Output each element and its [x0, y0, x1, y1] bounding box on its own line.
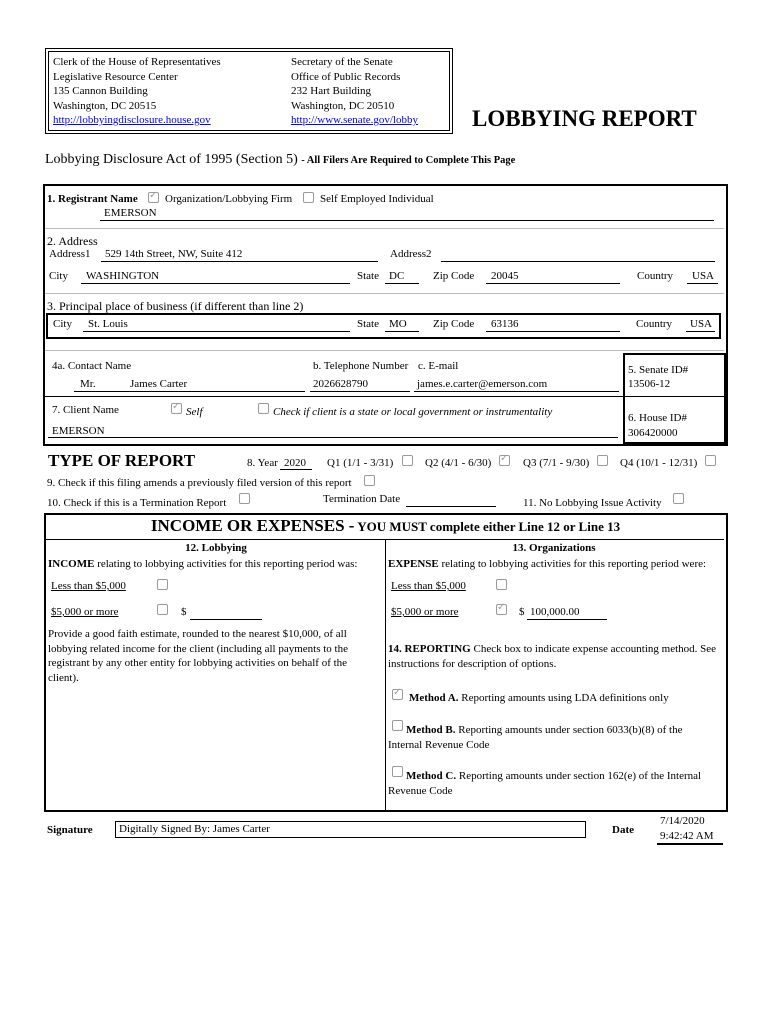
address1-label: Address1 [49, 248, 91, 260]
termination-checkbox[interactable] [239, 493, 250, 504]
expense-more-checkbox[interactable] [496, 604, 507, 615]
q4-checkbox[interactable] [705, 455, 716, 466]
lobbying-header: 12. Lobbying [185, 542, 247, 554]
zip-label: Zip Code [433, 270, 475, 282]
principal-country-value[interactable]: USA [690, 318, 713, 330]
signature-value: Digitally Signed By: James Carter [119, 823, 270, 835]
income-more-checkbox[interactable] [157, 604, 168, 615]
phone-value[interactable]: 2026628790 [313, 378, 368, 390]
house-id-label: 6. House ID# [628, 412, 687, 424]
q2-checkbox[interactable] [499, 455, 510, 466]
contact-prefix[interactable]: Mr. [80, 378, 96, 390]
reporting-bold: 14. REPORTING [388, 643, 471, 655]
principal-city-value[interactable]: St. Louis [88, 318, 128, 330]
method-a-bold: Method A. [409, 692, 459, 704]
principal-zip-value[interactable]: 63136 [491, 318, 519, 330]
expense-more-label: $5,000 or more [391, 606, 459, 618]
city-label: City [49, 270, 68, 282]
act-note: - All Filers Are Required to Complete This Page [301, 155, 516, 166]
contact-name[interactable]: James Carter [130, 378, 188, 390]
organizations-header: 13. Organizations [512, 542, 596, 554]
senate-line1: Secretary of the Senate [291, 56, 393, 68]
income-more-label: $5,000 or more [51, 606, 119, 618]
client-self-label: Self [186, 406, 203, 418]
house-address [53, 55, 221, 128]
expense-line [388, 558, 706, 570]
country-label: Country [637, 270, 674, 282]
client-name[interactable]: EMERSON [52, 425, 105, 437]
senate-id-value: 13506-12 [628, 378, 671, 390]
phone-label: b. Telephone Number [313, 360, 409, 372]
income-less-checkbox[interactable] [157, 579, 168, 590]
principal-state-value[interactable]: MO [389, 318, 407, 330]
house-line3: 135 Cannon Building [53, 85, 148, 97]
income-less-label: Less than $5,000 [51, 580, 126, 592]
self-employed-checkbox[interactable] [303, 192, 314, 203]
house-line4: Washington, DC 20515 [53, 99, 157, 112]
org-firm-label: Organization/Lobbying Firm [165, 193, 293, 205]
method-a-line [409, 692, 669, 704]
income-text: relating to lobbying activities for this reporting period was: [97, 558, 358, 570]
client-gov-checkbox[interactable] [258, 403, 269, 414]
income-expenses-subtitle: YOU MUST complete either Line 12 or Line 13 [357, 519, 621, 534]
registrant-label: 1. Registrant Name [47, 193, 138, 205]
registrant-name[interactable]: EMERSON [104, 207, 157, 219]
method-a-checkbox[interactable] [392, 689, 403, 700]
expense-bold: EXPENSE [388, 558, 439, 570]
reporting-text: Check box to indicate expense accounting method. See instructions for description of options. [388, 643, 717, 670]
method-a-text: Reporting amounts using LDA definitions only [461, 692, 669, 704]
year-label: 8. Year [247, 457, 278, 469]
method-c-line [388, 769, 718, 798]
principal-label: 3. Principal place of business (if different than line 2) [47, 299, 304, 313]
termination-label: 10. Check if this is a Termination Report [47, 497, 227, 509]
email-value[interactable]: james.e.carter@emerson.com [417, 378, 548, 390]
senate-address [291, 55, 418, 128]
no-activity-checkbox[interactable] [673, 493, 684, 504]
expense-dollar: $ [519, 606, 525, 618]
method-c-bold: Method C. [406, 770, 457, 782]
income-dollar: $ [181, 606, 187, 618]
zip-value[interactable]: 20045 [491, 270, 519, 282]
senate-id-label: 5. Senate ID# [628, 364, 689, 376]
client-label: 7. Client Name [52, 404, 119, 416]
page-title: LOBBYING REPORT [472, 106, 697, 131]
principal-state-label: State [357, 318, 379, 330]
signature-label: Signature [47, 824, 93, 836]
state-label: State [357, 270, 379, 282]
act-line [45, 152, 515, 168]
house-id-value: 306420000 [628, 427, 678, 439]
expense-text: relating to lobbying activities for this reporting period were: [441, 558, 707, 570]
address2-label: Address2 [390, 248, 432, 260]
house-line1: Clerk of the House of Representatives [53, 56, 221, 68]
address-label: 2. Address [47, 234, 98, 248]
registrant-name-underline [100, 220, 714, 221]
year-value[interactable]: 2020 [284, 457, 306, 469]
house-line2: Legislative Resource Center [53, 70, 178, 83]
expense-less-checkbox[interactable] [496, 579, 507, 590]
q3-label: Q3 (7/1 - 9/30) [523, 457, 590, 469]
self-employed-label: Self Employed Individual [320, 193, 434, 205]
type-of-report-title: TYPE OF REPORT [48, 451, 196, 470]
principal-box [46, 313, 721, 339]
method-b-text: Reporting amounts under section 6033(b)(8) of the Internal Revenue Code [388, 724, 683, 751]
income-expenses-heading [47, 516, 724, 536]
reporting-text-block [388, 642, 718, 671]
senate-line2: Office of Public Records [291, 70, 401, 83]
state-value[interactable]: DC [389, 270, 405, 282]
amend-label: 9. Check if this filing amends a previously filed version of this report [47, 477, 352, 489]
principal-city-label: City [53, 318, 72, 330]
income-expenses-title: INCOME OR EXPENSES - [150, 516, 355, 535]
org-firm-checkbox[interactable] [148, 192, 159, 203]
senate-line3: 232 Hart Building [291, 85, 372, 97]
termination-date-label: Termination Date [323, 493, 401, 505]
principal-zip-label: Zip Code [433, 318, 475, 330]
q3-checkbox[interactable] [597, 455, 608, 466]
client-gov-label: Check if client is a state or local government or instrumentality [273, 406, 553, 418]
q4-label: Q4 (10/1 - 12/31) [620, 457, 698, 469]
expense-amount[interactable]: 100,000.00 [530, 606, 580, 618]
time-value: 9:42:42 AM [660, 830, 714, 842]
email-label: c. E-mail [418, 360, 459, 372]
method-b-line [388, 723, 713, 752]
house-link[interactable]: http://lobbyingdisclosure.house.gov [53, 114, 211, 126]
q2-label: Q2 (4/1 - 6/30) [425, 457, 492, 469]
senate-line4: Washington, DC 20510 [291, 99, 395, 112]
income-line [48, 558, 357, 570]
date-label: Date [612, 824, 634, 836]
income-estimate-text: Provide a good faith estimate, rounded to the nearest $10,000, of all lobbying related income for the client (including all payments to the registrant by any other entity for lobbying activities on behalf of the client). [48, 628, 348, 684]
expense-less-label: Less than $5,000 [391, 580, 466, 592]
date-value: 7/14/2020 [660, 815, 705, 827]
address1-value[interactable]: 529 14th Street, NW, Suite 412 [105, 248, 243, 260]
client-self-checkbox[interactable] [171, 403, 182, 414]
city-value[interactable]: WASHINGTON [86, 270, 160, 282]
contact-label: 4a. Contact Name [52, 360, 132, 372]
q1-checkbox[interactable] [402, 455, 413, 466]
no-activity-label: 11. No Lobbying Issue Activity [523, 497, 662, 509]
country-value[interactable]: USA [692, 270, 715, 282]
amend-checkbox[interactable] [364, 475, 375, 486]
q1-label: Q1 (1/1 - 3/31) [327, 457, 394, 469]
income-bold: INCOME [48, 558, 95, 570]
act-text: Lobbying Disclosure Act of 1995 (Section 5) [45, 152, 298, 167]
principal-country-label: Country [636, 318, 673, 330]
method-b-bold: Method B. [406, 724, 456, 736]
method-c-text: Reporting amounts under section 162(e) of the Internal Revenue Code [388, 770, 702, 797]
senate-link[interactable]: http://www.senate.gov/lobby [291, 114, 418, 126]
signature-box[interactable] [115, 821, 586, 838]
